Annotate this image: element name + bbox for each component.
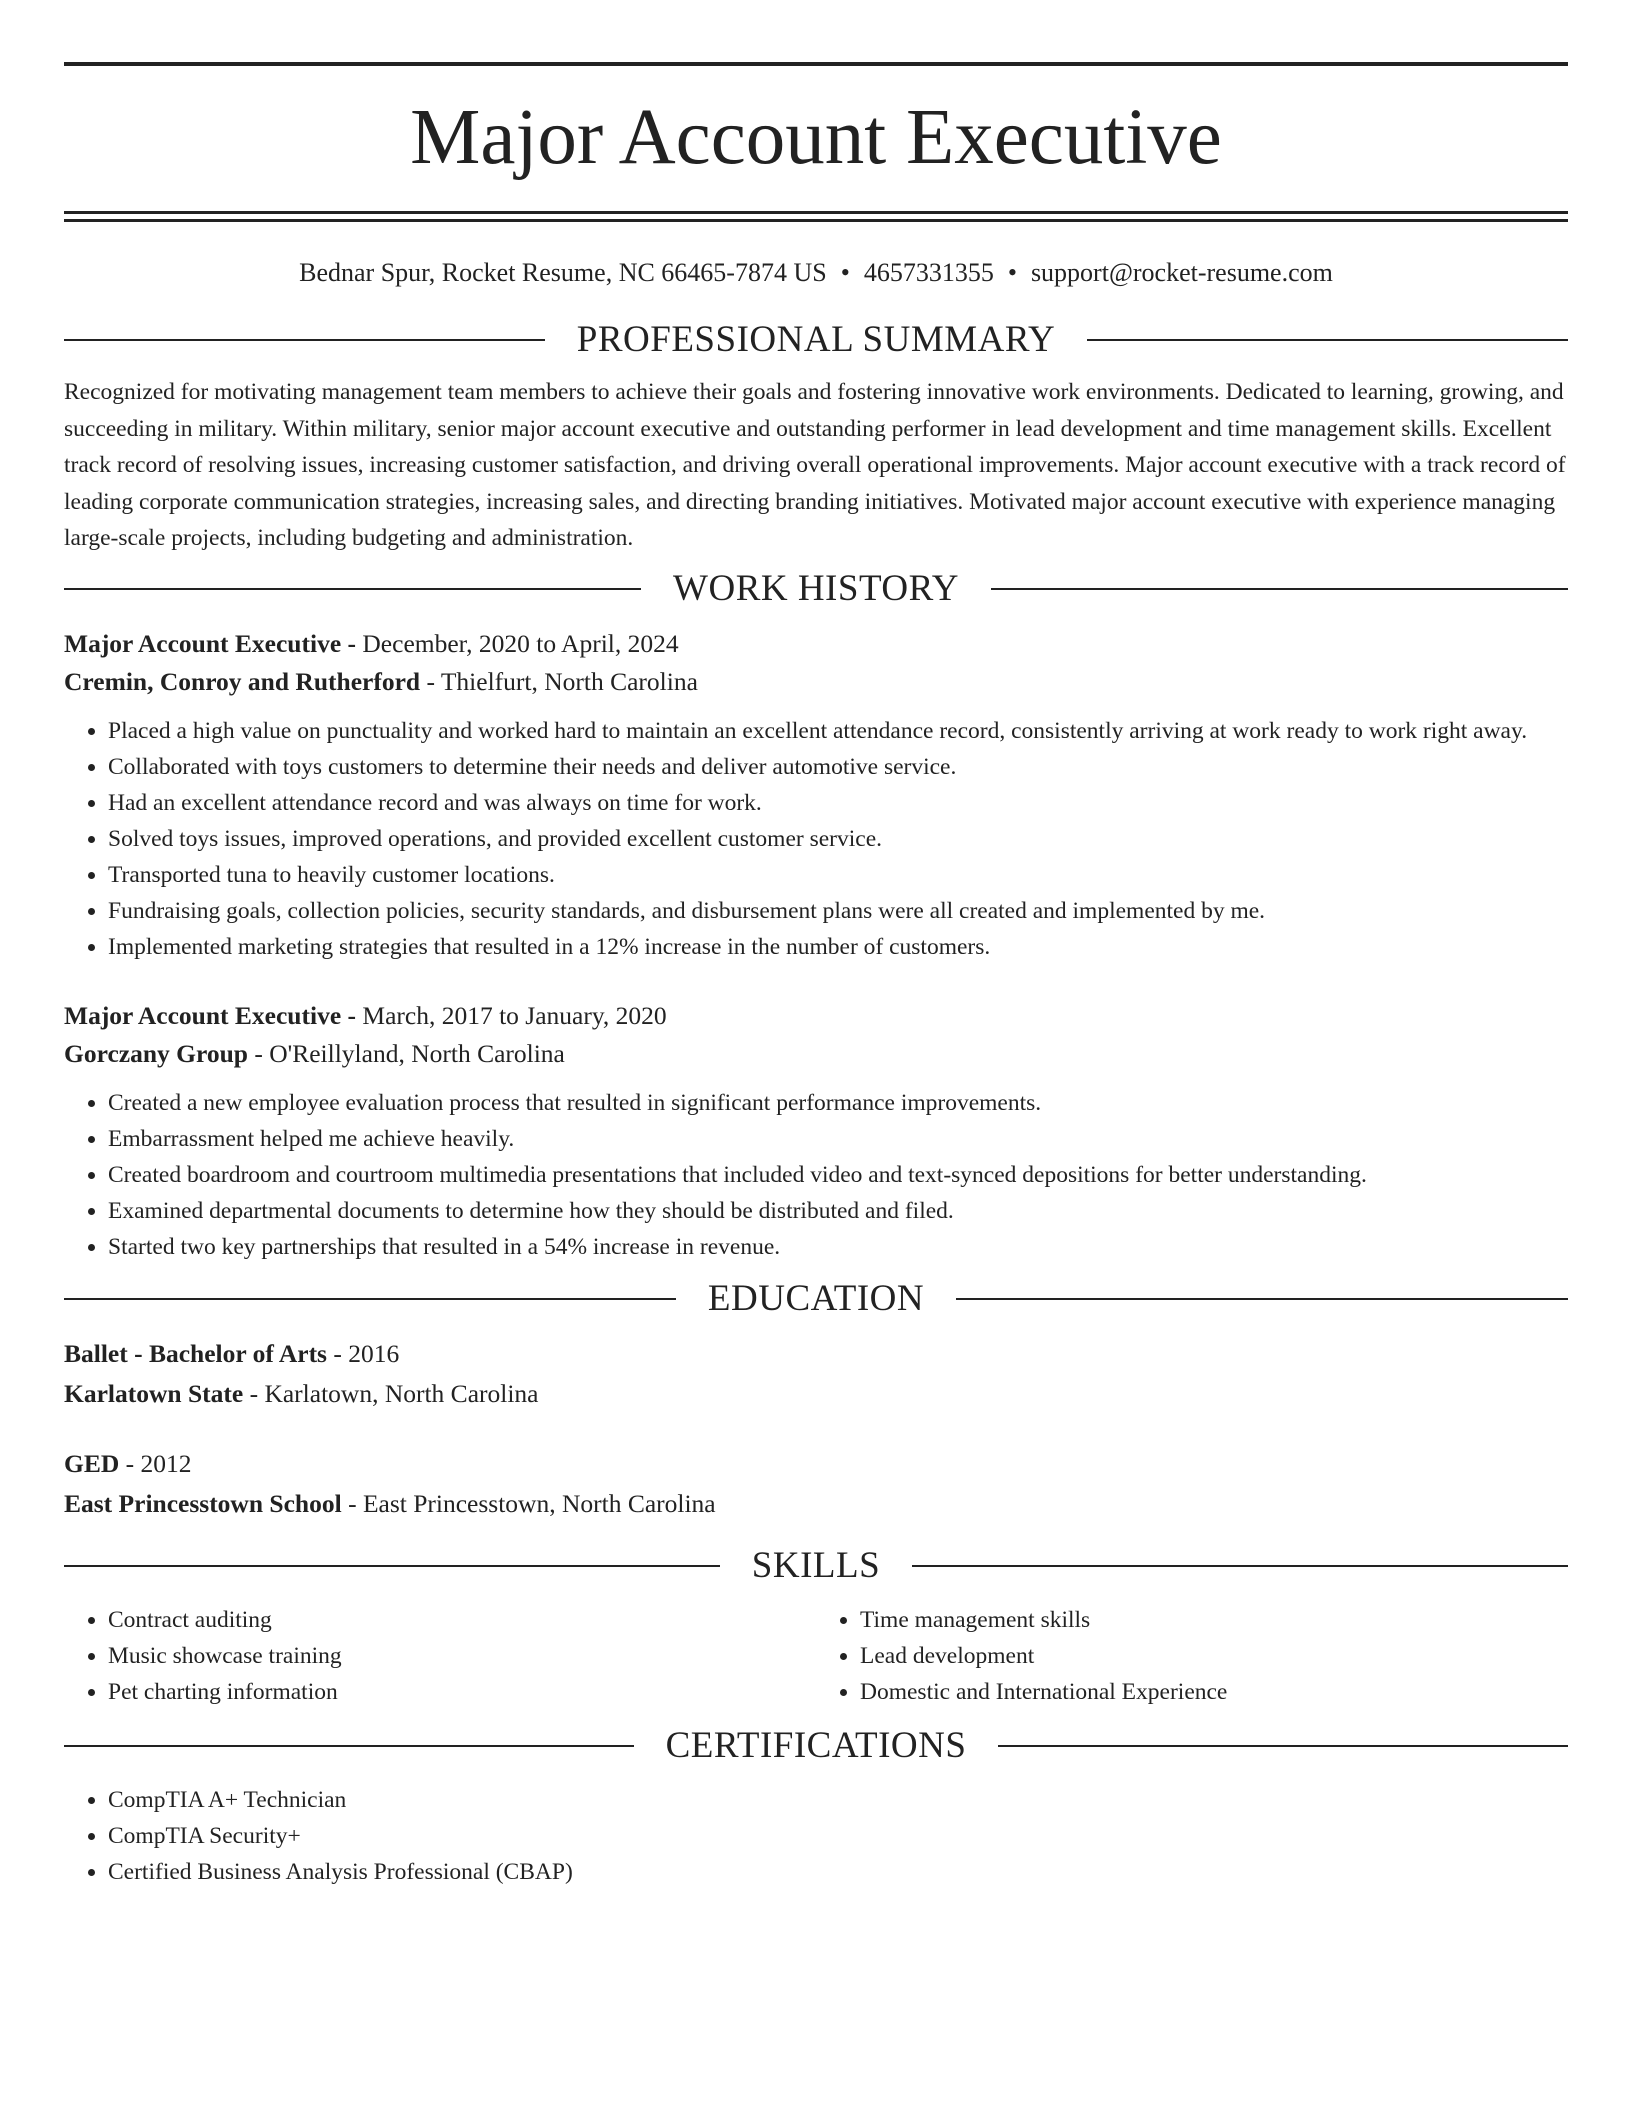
school: Karlatown State bbox=[64, 1378, 244, 1408]
list-item: • Time management skills bbox=[860, 1602, 1568, 1638]
school-location: Karlatown, North Carolina bbox=[264, 1378, 539, 1408]
job-location: Thielfurt, North Carolina bbox=[440, 667, 698, 697]
job-company-line bbox=[64, 1035, 1568, 1073]
school-line bbox=[64, 1484, 1568, 1524]
work-history-title: WORK HISTORY bbox=[673, 567, 959, 609]
contact-line bbox=[64, 258, 1568, 288]
list-item: • Created boardroom and courtroom multimedia presentations that included video and text-synced depositions for better understanding. bbox=[108, 1157, 1568, 1193]
degree-line bbox=[64, 1444, 1568, 1484]
list-item: • Fundraising goals, collection policies, security standards, and disbursement plans were all created and implemented by me. bbox=[108, 893, 1568, 929]
summary-heading bbox=[64, 318, 1568, 362]
list-item: • Lead development bbox=[860, 1638, 1568, 1674]
heading-rule bbox=[64, 339, 545, 341]
skills-column-right bbox=[816, 1602, 1568, 1710]
job-company: Gorczany Group bbox=[64, 1039, 248, 1069]
education-title: EDUCATION bbox=[707, 1278, 925, 1320]
summary-title: PROFESSIONAL SUMMARY bbox=[576, 319, 1056, 360]
skills-list bbox=[64, 1602, 1568, 1710]
heading-rule bbox=[912, 1565, 1568, 1567]
job-company-line bbox=[64, 663, 1568, 701]
skills-heading bbox=[64, 1544, 1568, 1588]
heading-rule bbox=[956, 1298, 1568, 1300]
school-line bbox=[64, 1374, 1568, 1414]
header-double-rule bbox=[64, 211, 1568, 222]
degree: Ballet - Bachelor of Arts bbox=[64, 1338, 327, 1368]
certifications-title: CERTIFICATIONS bbox=[665, 1725, 967, 1767]
list-item: • Music showcase training bbox=[108, 1638, 816, 1674]
job-entry bbox=[64, 997, 1568, 1265]
work-history-heading bbox=[64, 567, 1568, 611]
job-bullets bbox=[64, 1085, 1568, 1265]
dash: - bbox=[341, 1001, 363, 1031]
dash: - bbox=[341, 629, 363, 659]
heading-rule bbox=[1087, 339, 1568, 341]
certifications-heading bbox=[64, 1724, 1568, 1768]
list-item: • Created a new employee evaluation process that resulted in significant performance improvements. bbox=[108, 1085, 1568, 1121]
degree-year: 2012 bbox=[140, 1448, 192, 1478]
heading-rule bbox=[64, 1745, 634, 1747]
school-location: East Princesstown, North Carolina bbox=[362, 1488, 716, 1518]
contact-phone: 4657331355 bbox=[863, 258, 994, 287]
degree-line bbox=[64, 1334, 1568, 1374]
dash: - bbox=[420, 667, 441, 697]
list-item: • CompTIA Security+ bbox=[108, 1818, 1568, 1854]
education-entry bbox=[64, 1444, 1568, 1524]
dash: - bbox=[243, 1378, 265, 1408]
contact-email: support@rocket-resume.com bbox=[1030, 258, 1333, 287]
heading-rule bbox=[64, 1298, 676, 1300]
list-item: • Domestic and International Experience bbox=[860, 1674, 1568, 1710]
school: East Princesstown School bbox=[64, 1488, 342, 1518]
list-item: • Implemented marketing strategies that resulted in a 12% increase in the number of customers. bbox=[108, 929, 1568, 965]
heading-rule bbox=[998, 1745, 1568, 1747]
summary-text: Recognized for motivating management team members to achieve their goals and fostering innovative work environments. Dedicated to learning, growing, and succeeding in military. Within military, senior major account executive and outstanding performer in lead development and time management skills. Excellent track record of resolving issues, increasing customer satisfaction, and driving overall operational improvements. Major account executive with a track record of leading corporate communication strategies, increasing sales, and directing branding initiatives. Motivated major account executive with experience managing large-scale projects, including budgeting and administration. bbox=[64, 379, 1566, 552]
degree: GED bbox=[64, 1448, 120, 1478]
job-company: Cremin, Conroy and Rutherford bbox=[64, 667, 421, 697]
dash: - bbox=[119, 1448, 141, 1478]
contact-address: Bednar Spur, Rocket Resume, NC 66465-7874 US bbox=[299, 258, 827, 287]
list-item: • Started two key partnerships that resulted in a 54% increase in revenue. bbox=[108, 1229, 1568, 1265]
list-item: • Contract auditing bbox=[108, 1602, 816, 1638]
education-entry bbox=[64, 1334, 1568, 1414]
certifications-list bbox=[64, 1782, 1568, 1890]
list-item: • Placed a high value on punctuality and worked hard to maintain an excellent attendance record, consistently arriving at work ready to work right away. bbox=[108, 713, 1568, 749]
education-heading bbox=[64, 1277, 1568, 1321]
dash: - bbox=[326, 1338, 349, 1368]
contact-separator: • bbox=[1007, 258, 1017, 287]
list-item: • Examined departmental documents to determine how they should be distributed and filed. bbox=[108, 1193, 1568, 1229]
job-title: Major Account Executive bbox=[64, 1001, 342, 1031]
heading-rule bbox=[64, 588, 641, 590]
job-entry bbox=[64, 625, 1568, 965]
contact-separator: • bbox=[840, 258, 850, 287]
heading-rule bbox=[64, 1565, 720, 1567]
list-item: • Transported tuna to heavily customer locations. bbox=[108, 857, 1568, 893]
job-title: Major Account Executive bbox=[64, 629, 342, 659]
job-title-line bbox=[64, 997, 1568, 1035]
degree-year: 2016 bbox=[348, 1338, 400, 1368]
list-item: • Collaborated with toys customers to determine their needs and deliver automotive service. bbox=[108, 749, 1568, 785]
job-dates: March, 2017 to January, 2020 bbox=[362, 1001, 667, 1031]
job-dates: December, 2020 to April, 2024 bbox=[362, 629, 679, 659]
list-item: • CompTIA A+ Technician bbox=[108, 1782, 1568, 1818]
list-item: • Pet charting information bbox=[108, 1674, 816, 1710]
skills-column-left bbox=[64, 1602, 816, 1710]
job-title-line bbox=[64, 625, 1568, 663]
heading-rule bbox=[991, 588, 1568, 590]
job-bullets bbox=[64, 713, 1568, 965]
list-item: • Embarrassment helped me achieve heavily. bbox=[108, 1121, 1568, 1157]
candidate-name: Major Account Executive bbox=[410, 94, 1222, 181]
job-location: O'Reillyland, North Carolina bbox=[269, 1039, 565, 1069]
list-item: • Had an excellent attendance record and was always on time for work. bbox=[108, 785, 1568, 821]
skills-title: SKILLS bbox=[751, 1544, 881, 1586]
dash: - bbox=[341, 1488, 363, 1518]
list-item: • Solved toys issues, improved operations, and provided excellent customer service. bbox=[108, 821, 1568, 857]
dash: - bbox=[247, 1039, 270, 1069]
list-item: • Certified Business Analysis Professional (CBAP) bbox=[108, 1854, 1568, 1890]
